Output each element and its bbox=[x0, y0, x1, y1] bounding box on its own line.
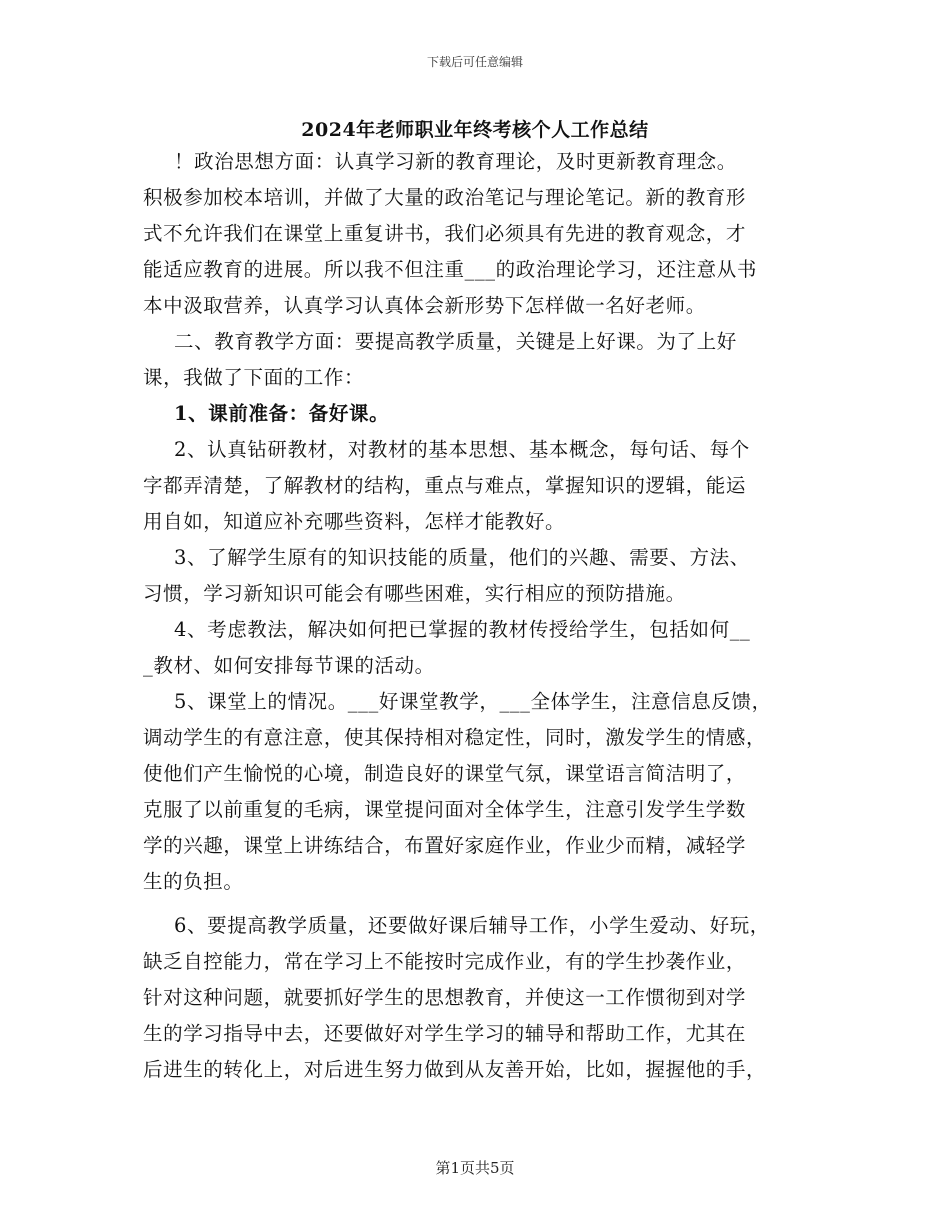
text-line: 二、教育教学方面：要提高教学质量，关键是上好课。为了上好 bbox=[174, 330, 737, 353]
text-line: 缺乏自控能力，常在学习上不能按时完成作业，有的学生抄袭作业， bbox=[143, 950, 747, 973]
text-line: 2、认真钻研教材，对教材的基本思想、基本概念，每句话、每个 bbox=[174, 438, 750, 461]
text-line: 克服了以前重复的毛病，课堂提问面对全体学生，注意引发学生学数 bbox=[143, 798, 747, 821]
text-line: 5、课堂上的情况。___好课堂教学，___全体学生，注意信息反馈， bbox=[174, 690, 772, 713]
section-heading: 1、课前准备：备好课。 bbox=[174, 402, 390, 425]
text-line: ！政治思想方面：认真学习新的教育理论，及时更新教育理念。 bbox=[174, 150, 737, 173]
text-line: 学的兴趣，课堂上讲练结合，布置好家庭作业，作业少而精，减轻学 bbox=[143, 834, 747, 857]
document-title: 2024年老师职业年终考核个人工作总结 bbox=[301, 119, 649, 141]
page-header: 下载后可任意编辑 bbox=[426, 55, 523, 69]
text-line: 本中汲取营养，认真学习认真体会新形势下怎样做一名好老师。 bbox=[143, 294, 706, 317]
text-line: 能适应教育的进展。所以我不但注重___的政治理论学习，还注意从书 bbox=[143, 258, 757, 281]
text-line: 4、考虑教法，解决如何把已掌握的教材传授给学生，包括如何__ bbox=[174, 618, 751, 641]
text-line: 课，我做了下面的工作： bbox=[143, 366, 365, 389]
text-line: 式不允许我们在课堂上重复讲书，我们必须具有先进的教育观念，才 bbox=[143, 222, 747, 245]
text-line: 针对这种问题，就要抓好学生的思想教育，并使这一工作惯彻到对学 bbox=[143, 986, 747, 1009]
text-line: 生的学习指导中去，还要做好对学生学习的辅导和帮助工作，尤其在 bbox=[143, 1022, 747, 1045]
text-line: 用自如，知道应补充哪些资料，怎样才能教好。 bbox=[143, 510, 566, 533]
text-line: 3、了解学生原有的知识技能的质量，他们的兴趣、需要、方法、 bbox=[174, 546, 750, 569]
text-line: 积极参加校本培训，并做了大量的政治笔记与理论笔记。新的教育形 bbox=[143, 186, 747, 209]
text-line: 字都弄清楚，了解教材的结构，重点与难点，掌握知识的逻辑，能运 bbox=[143, 474, 747, 497]
text-line: 生的负担。 bbox=[143, 870, 244, 893]
text-line: 习惯，学习新知识可能会有哪些困难，实行相应的预防措施。 bbox=[143, 582, 686, 605]
page-footer: 第1页共5页 bbox=[435, 1159, 515, 1177]
text-line: _教材、如何安排每节课的活动。 bbox=[143, 654, 435, 677]
text-line: 6、要提高教学质量，还要做好课后辅导工作，小学生爱动、好玩， bbox=[174, 914, 770, 937]
text-line: 后进生的转化上，对后进生努力做到从友善开始，比如，握握他的手， bbox=[143, 1058, 767, 1081]
text-line: 调动学生的有意注意，使其保持相对稳定性，同时，激发学生的情感， bbox=[143, 726, 767, 749]
text-line: 使他们产生愉悦的心境，制造良好的课堂气氛，课堂语言简洁明了， bbox=[143, 762, 747, 785]
